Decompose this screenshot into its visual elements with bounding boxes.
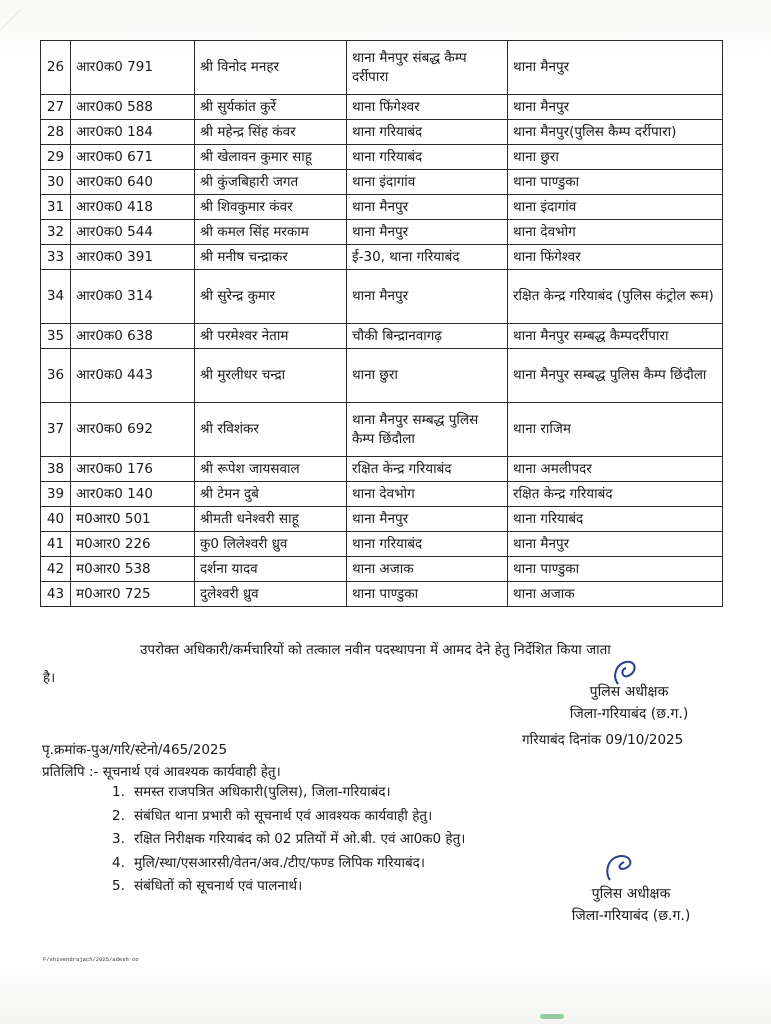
list-item <box>112 876 465 900</box>
rank-id-cell: आर0क0 671 <box>71 145 195 170</box>
serial-number-cell: 30 <box>41 170 71 195</box>
current-posting-cell: थाना गरियाबंद <box>347 532 508 557</box>
transfer-table <box>40 40 723 607</box>
list-item <box>112 829 465 853</box>
signature-designation: पुलिस अधीक्षक <box>589 684 669 700</box>
serial-number-cell: 31 <box>41 195 71 220</box>
rank-id-cell: आर0क0 176 <box>71 457 195 482</box>
serial-number-cell: 36 <box>41 349 71 403</box>
rank-id-cell: आर0क0 588 <box>71 95 195 120</box>
new-posting-cell: थाना मैनपुर <box>508 532 723 557</box>
current-posting-cell: थाना पाण्डुका <box>347 582 508 607</box>
signature-district: जिला-गरियाबंद (छ.ग.) <box>569 705 689 722</box>
current-posting-cell: ई-30, थाना गरियाबंद <box>347 245 508 270</box>
list-item <box>112 782 465 806</box>
serial-number-cell: 37 <box>41 403 71 457</box>
current-posting-cell: थाना छुरा <box>347 349 508 403</box>
rank-id-cell: आर0क0 140 <box>71 482 195 507</box>
name-cell: श्री खेलावन कुमार साहू <box>195 145 347 170</box>
copy-to-heading: प्रतिलिपि :- सूचनार्थ एवं आवश्यक कार्यवाही हेतु। <box>42 764 281 780</box>
table-row <box>41 532 723 557</box>
current-posting-cell: चौकी बिन्द्रानवागढ़ <box>347 324 508 349</box>
table-row <box>41 170 723 195</box>
order-text: उपरोक्त अधिकारी/कर्मचारियों को तत्काल नवीन पदस्थापना में आमद देने हेतु निर्देशित किया जाता <box>140 642 611 658</box>
new-posting-cell: रक्षित केन्द्र गरियाबंद <box>508 482 723 507</box>
rank-id-cell: म0आर0 725 <box>71 582 195 607</box>
table-row <box>41 557 723 582</box>
new-posting-cell: थाना अमलीपदर <box>508 457 723 482</box>
rank-id-cell: आर0क0 314 <box>71 270 195 324</box>
name-cell: दुलेश्वरी ध्रुव <box>195 582 347 607</box>
rank-id-cell: आर0क0 638 <box>71 324 195 349</box>
current-posting-cell: थाना मैनपुर संबद्ध कैम्प दर्रीपारा <box>347 41 508 95</box>
serial-number-cell: 43 <box>41 582 71 607</box>
name-cell: श्री सुर्यकांत कुर्रे <box>195 95 347 120</box>
order-text-continued: है। <box>43 670 56 686</box>
rank-id-cell: आर0क0 391 <box>71 245 195 270</box>
list-item-text: संबंधितों को सूचनार्थ एवं पालनार्थ। <box>134 878 303 894</box>
new-posting-cell: रक्षित केन्द्र गरियाबंद (पुलिस कंट्रोल रूम) <box>508 270 723 324</box>
new-posting-cell: थाना गरियाबंद <box>508 507 723 532</box>
current-posting-cell: थाना मैनपुर <box>347 507 508 532</box>
serial-number-cell: 42 <box>41 557 71 582</box>
new-posting-cell: थाना मैनपुर सम्बद्ध पुलिस कैम्प छिंदौला <box>508 349 723 403</box>
current-posting-cell: थाना मैनपुर <box>347 195 508 220</box>
table-row <box>41 145 723 170</box>
rank-id-cell: आर0क0 692 <box>71 403 195 457</box>
new-posting-cell: थाना राजिम <box>508 403 723 457</box>
new-posting-cell: थाना पाण्डुका <box>508 557 723 582</box>
signature-mark-2 <box>600 850 640 884</box>
table-row <box>41 457 723 482</box>
serial-number-cell: 39 <box>41 482 71 507</box>
table-row <box>41 120 723 145</box>
new-posting-cell: थाना पाण्डुका <box>508 170 723 195</box>
current-posting-cell: थाना मैनपुर सम्बद्ध पुलिस कैम्प छिंदौला <box>347 403 508 457</box>
new-posting-cell: थाना मैनपुर <box>508 41 723 95</box>
new-posting-cell: थाना फिंगेश्वर <box>508 245 723 270</box>
list-item-text: मुलि/स्था/एसआरसी/वेतन/अव./टीए/फण्ड लिपिक गरियाबंद। <box>134 854 425 871</box>
name-cell: श्री सुरेन्द्र कुमार <box>195 270 347 324</box>
new-posting-cell: थाना मैनपुर सम्बद्ध कैम्पदर्रीपारा <box>508 324 723 349</box>
name-cell: श्री टेमन दुबे <box>195 482 347 507</box>
current-posting-cell: थाना अजाक <box>347 557 508 582</box>
table-row <box>41 582 723 607</box>
list-item-text: रक्षित निरीक्षक गरियाबंद को 02 प्रतियों में ओ.बी. एवं आ0क0 हेतु। <box>134 831 466 847</box>
current-posting-cell: थाना गरियाबंद <box>347 120 508 145</box>
current-posting-cell: थाना देवभोग <box>347 482 508 507</box>
green-ink-mark <box>540 1014 564 1019</box>
rank-id-cell: आर0क0 791 <box>71 41 195 95</box>
name-cell: श्री कमल सिंह मरकाम <box>195 220 347 245</box>
serial-number-cell: 34 <box>41 270 71 324</box>
dated-line: गरियाबंद दिनांक 09/10/2025 <box>522 732 684 748</box>
serial-number-cell: 40 <box>41 507 71 532</box>
name-cell: श्री महेन्द्र सिंह कंवर <box>195 120 347 145</box>
current-posting-cell: थाना मैनपुर <box>347 270 508 324</box>
name-cell: श्री रूपेश जायसवाल <box>195 457 347 482</box>
new-posting-cell: थाना छुरा <box>508 145 723 170</box>
copy-to-list <box>112 782 465 900</box>
table-row <box>41 220 723 245</box>
rank-id-cell: म0आर0 538 <box>71 557 195 582</box>
serial-number-cell: 26 <box>41 41 71 95</box>
current-posting-cell: थाना मैनपुर <box>347 220 508 245</box>
current-posting-cell: रक्षित केन्द्र गरियाबंद <box>347 457 508 482</box>
current-posting-cell: थाना फिंगेश्वर <box>347 95 508 120</box>
new-posting-cell: थाना मैनपुर <box>508 95 723 120</box>
transfer-table-body <box>41 41 723 607</box>
name-cell: श्री शिवकुमार कंवर <box>195 195 347 220</box>
name-cell: दर्शना यादव <box>195 557 347 582</box>
table-row <box>41 507 723 532</box>
list-item-number: 1. <box>112 784 125 800</box>
serial-number-cell: 32 <box>41 220 71 245</box>
table-row <box>41 349 723 403</box>
name-cell: श्रीमती धनेश्वरी साहू <box>195 507 347 532</box>
table-row <box>41 270 723 324</box>
new-posting-cell: थाना देवभोग <box>508 220 723 245</box>
name-cell: श्री मुरलीधर चन्द्रा <box>195 349 347 403</box>
file-reference: F/shivendrajach/2025/adesh oo <box>43 956 139 963</box>
list-item-number: 4. <box>112 854 125 871</box>
new-posting-cell: थाना मैनपुर(पुलिस कैम्प दर्रीपारा) <box>508 120 723 145</box>
rank-id-cell: म0आर0 501 <box>71 507 195 532</box>
rank-id-cell: आर0क0 184 <box>71 120 195 145</box>
list-item <box>112 806 465 830</box>
list-item-number: 5. <box>112 878 125 894</box>
rank-id-cell: आर0क0 443 <box>71 349 195 403</box>
table-row <box>41 482 723 507</box>
serial-number-cell: 33 <box>41 245 71 270</box>
list-item-text: समस्त राजपत्रित अधिकारी(पुलिस), जिला-गरियाबंद। <box>134 784 391 800</box>
new-posting-cell: थाना अजाक <box>508 582 723 607</box>
serial-number-cell: 29 <box>41 145 71 170</box>
signature-block-1 <box>554 682 704 725</box>
rank-id-cell: आर0क0 418 <box>71 195 195 220</box>
serial-number-cell: 41 <box>41 532 71 557</box>
table-row <box>41 195 723 220</box>
serial-number-cell: 28 <box>41 120 71 145</box>
table-row <box>41 324 723 349</box>
table-row <box>41 403 723 457</box>
table-row <box>41 95 723 120</box>
signature-district: जिला-गरियाबंद (छ.ग.) <box>571 907 691 924</box>
list-item-number: 2. <box>112 807 125 824</box>
table-row <box>41 41 723 95</box>
list-item-text: संबंधित थाना प्रभारी को सूचनार्थ एवं आवश्यक कार्यवाही हेतु। <box>134 807 433 824</box>
name-cell: श्री रविशंकर <box>195 403 347 457</box>
signature-block-2 <box>556 884 706 927</box>
current-posting-cell: थाना गरियाबंद <box>347 145 508 170</box>
name-cell: कु0 लिलेश्वरी ध्रुव <box>195 532 347 557</box>
name-cell: श्री विनोद मनहर <box>195 41 347 95</box>
name-cell: श्री परमेश्वर नेताम <box>195 324 347 349</box>
rank-id-cell: आर0क0 544 <box>71 220 195 245</box>
rank-id-cell: म0आर0 226 <box>71 532 195 557</box>
list-item-number: 3. <box>112 831 125 847</box>
rank-id-cell: आर0क0 640 <box>71 170 195 195</box>
serial-number-cell: 38 <box>41 457 71 482</box>
reference-number: पृ.क्रमांक-पुअ/गरि/स्टेनो/465/2025 <box>42 742 228 758</box>
current-posting-cell: थाना इंदागांव <box>347 170 508 195</box>
new-posting-cell: थाना इंदागांव <box>508 195 723 220</box>
serial-number-cell: 27 <box>41 95 71 120</box>
name-cell: श्री कुंजबिहारी जगत <box>195 170 347 195</box>
table-row <box>41 245 723 270</box>
list-item <box>112 853 465 877</box>
name-cell: श्री मनीष चन्द्राकर <box>195 245 347 270</box>
serial-number-cell: 35 <box>41 324 71 349</box>
signature-designation: पुलिस अधीक्षक <box>591 886 671 902</box>
